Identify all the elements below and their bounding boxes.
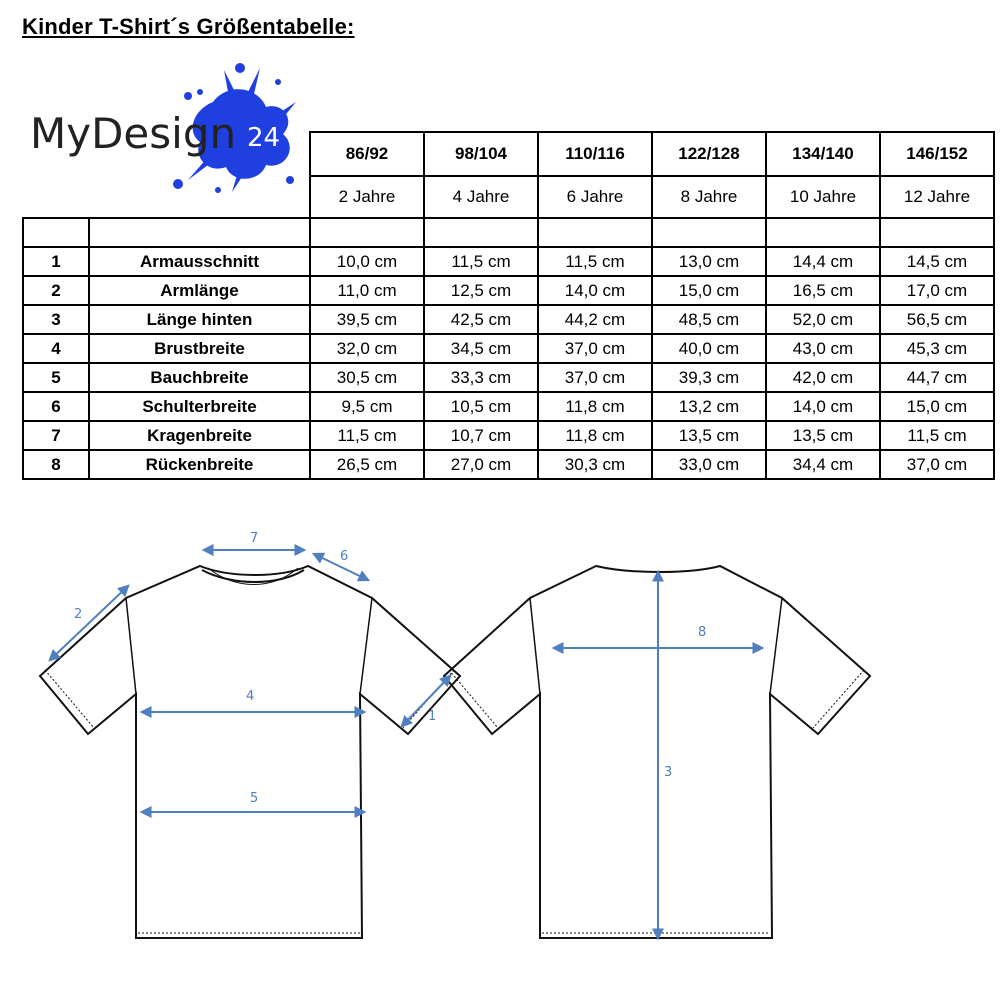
measurement-cell: 13,5 cm [652,421,766,450]
table-row [23,305,994,334]
label-2: 2 [74,607,83,622]
age-cell: 12 Jahre [880,176,994,218]
size-header-row [23,132,994,176]
table-row [23,392,994,421]
measurement-cell: 44,7 cm [880,363,994,392]
tshirt-diagram-svg [0,520,1000,998]
row-number: 2 [23,276,89,305]
table-row [23,421,994,450]
measurement-cell: 30,3 cm [538,450,652,479]
measurement-cell: 39,3 cm [652,363,766,392]
measurement-cell: 11,0 cm [310,276,424,305]
measurement-cell: 40,0 cm [652,334,766,363]
measurement-cell: 11,5 cm [880,421,994,450]
age-cell: 2 Jahre [310,176,424,218]
measurement-numbers [74,531,706,806]
arrow-1 [402,676,450,726]
row-label: Brustbreite [89,334,310,363]
tshirt-diagram [0,520,1000,998]
measurement-cell: 10,0 cm [310,247,424,276]
table-row [23,276,994,305]
measurement-cell: 37,0 cm [538,334,652,363]
measurement-cell: 17,0 cm [880,276,994,305]
measurement-cell: 43,0 cm [766,334,880,363]
row-number: 1 [23,247,89,276]
measurement-cell: 15,0 cm [880,392,994,421]
measurement-cell: 9,5 cm [310,392,424,421]
measurement-cell: 15,0 cm [652,276,766,305]
measurement-cell: 33,3 cm [424,363,538,392]
measurement-cell: 34,4 cm [766,450,880,479]
arrow-2 [50,586,128,660]
row-number: 8 [23,450,89,479]
label-8: 8 [698,625,707,640]
table-row [23,363,994,392]
measurement-cell: 13,2 cm [652,392,766,421]
measurement-cell: 26,5 cm [310,450,424,479]
row-label: Kragenbreite [89,421,310,450]
size-cell: 110/116 [538,132,652,176]
measurement-cell: 37,0 cm [880,450,994,479]
measurement-cell: 39,5 cm [310,305,424,334]
measurement-arrows [50,550,762,938]
measurement-cell: 32,0 cm [310,334,424,363]
measurement-cell: 10,5 cm [424,392,538,421]
measurement-cell: 11,8 cm [538,392,652,421]
measurement-cell: 45,3 cm [880,334,994,363]
front-shirt [40,566,460,938]
age-cell: 6 Jahre [538,176,652,218]
row-label: Rückenbreite [89,450,310,479]
size-cell: 86/92 [310,132,424,176]
row-label: Armlänge [89,276,310,305]
measurement-cell: 48,5 cm [652,305,766,334]
logo-badge: 24 [247,123,281,153]
label-4: 4 [246,689,255,704]
measurement-cell: 14,0 cm [766,392,880,421]
measurement-cell: 16,5 cm [766,276,880,305]
measurement-cell: 30,5 cm [310,363,424,392]
measurement-cell: 33,0 cm [652,450,766,479]
measurement-cell: 44,2 cm [538,305,652,334]
measurement-cell: 42,0 cm [766,363,880,392]
age-header-row [23,176,994,218]
measurement-cell: 11,5 cm [538,247,652,276]
size-cell: 146/152 [880,132,994,176]
measurement-cell: 14,5 cm [880,247,994,276]
measurement-cell: 11,5 cm [424,247,538,276]
row-label: Bauchbreite [89,363,310,392]
age-cell: 8 Jahre [652,176,766,218]
logo-text: MyDesign [30,109,237,158]
size-cell: 134/140 [766,132,880,176]
table-row [23,334,994,363]
size-cell: 98/104 [424,132,538,176]
row-number: 6 [23,392,89,421]
measurement-rows [23,247,994,479]
row-number: 5 [23,363,89,392]
row-number: 4 [23,334,89,363]
table-row [23,450,994,479]
measurement-cell: 56,5 cm [880,305,994,334]
measurement-cell: 37,0 cm [538,363,652,392]
size-table [22,131,995,480]
measurement-cell: 14,4 cm [766,247,880,276]
row-label: Länge hinten [89,305,310,334]
measurement-cell: 12,5 cm [424,276,538,305]
measurement-cell: 11,5 cm [310,421,424,450]
measurement-cell: 27,0 cm [424,450,538,479]
table-row [23,247,994,276]
row-label: Armausschnitt [89,247,310,276]
row-number: 7 [23,421,89,450]
size-cell: 122/128 [652,132,766,176]
measurement-cell: 11,8 cm [538,421,652,450]
measurement-cell: 52,0 cm [766,305,880,334]
page-title: Kinder T-Shirt´s Größentabelle: [22,14,355,39]
measurement-cell: 42,5 cm [424,305,538,334]
measurement-cell: 10,7 cm [424,421,538,450]
row-label: Schulterbreite [89,392,310,421]
label-7: 7 [250,531,259,546]
measurement-cell: 13,0 cm [652,247,766,276]
measurement-cell: 14,0 cm [538,276,652,305]
label-6: 6 [340,549,349,564]
measurement-cell: 34,5 cm [424,334,538,363]
label-5: 5 [250,791,259,806]
label-1: 1 [428,709,437,724]
age-cell: 4 Jahre [424,176,538,218]
label-3: 3 [664,765,673,780]
age-cell: 10 Jahre [766,176,880,218]
spacer-row [23,218,994,247]
row-number: 3 [23,305,89,334]
measurement-cell: 13,5 cm [766,421,880,450]
